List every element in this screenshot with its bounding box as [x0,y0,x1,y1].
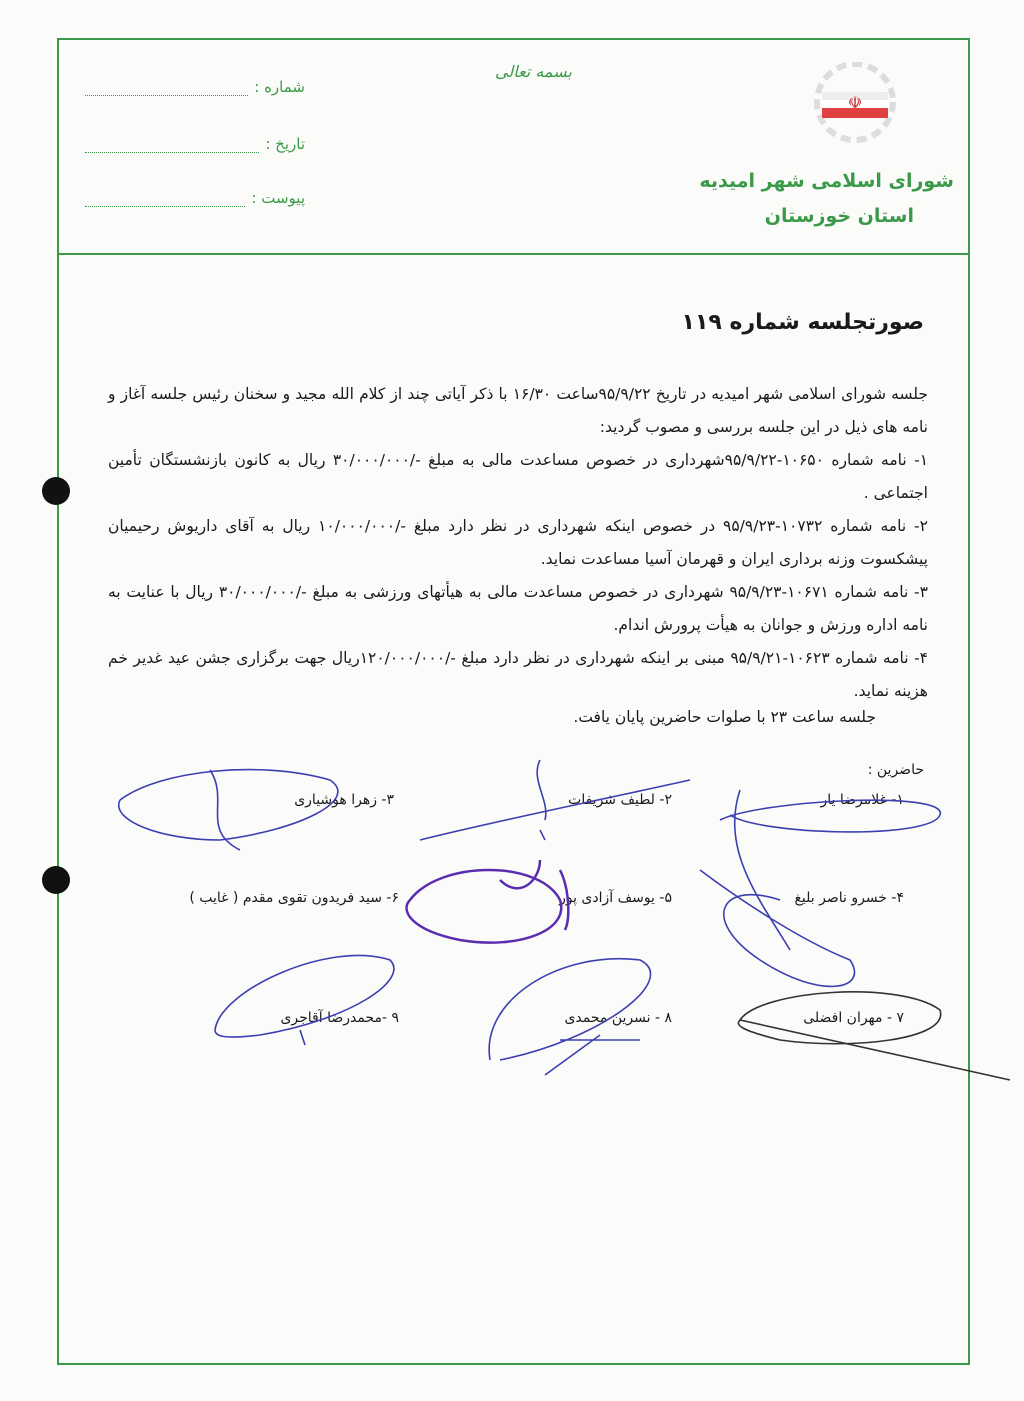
signature-5 [407,860,569,943]
punch-hole [42,477,70,505]
attendee: ۲- لطیف شریفات [568,792,672,808]
attendee: ۹ -محمدرضا آقاجری [280,1010,399,1026]
attendee: ۶- سید فریدون تقوی مقدم ( غایب ) [189,890,399,906]
item-3: ۳- نامه شماره ۱۰۶۷۱-۹۵/۹/۲۳ شهرداری در خصوص مساعدت مالی به هیأتهای ورزشی به مبلغ -/۳۰/۰۰۰/۰۰۰ ریال با عنایت به نامه اداره ورزش و جوانان به هیأت پرورش اندام. [108,583,928,634]
signature-9 [215,955,394,1045]
signature-1 [720,790,940,950]
attendee: ۴- خسرو ناصر بلیغ [794,890,904,906]
attendee: ۸ - نسرین محمدی [564,1010,672,1026]
signature-7 [738,992,1010,1080]
attendee: ۱- غلامرضا یار [820,792,904,808]
signature-3 [119,770,338,850]
attendee: ۳- زهرا هوشیاری [294,792,394,808]
signature-2 [420,760,690,840]
date-label: تاریخ : [265,135,305,153]
intro-paragraph: جلسه شورای اسلامی شهر امیدیه در تاریخ ۹۵/۹/۲۲ساعت ۱۶/۳۰ با ذکر آیاتی چند از کلام الله مجید و سخنان رئیس جلسه آغاز و نامه های ذیل در این جلسه بررسی و مصوب گردید: [108,385,928,436]
attachment-label: پیوست : [251,189,305,207]
document-title: صورتجلسه شماره ۱۱۹ [681,310,924,335]
attendees-label: حاضرین : [867,762,924,778]
attendee: ۵- یوسف آزادی پور [559,890,672,906]
closing-line: جلسه ساعت ۲۳ با صلوات حاضرین پایان یافت. [573,708,876,726]
punch-hole [42,866,70,894]
item-2: ۲- نامه شماره ۱۰۷۳۲-۹۵/۹/۲۳ در خصوص اینکه شهرداری در نظر دارد مبلغ -/۱۰/۰۰۰/۰۰۰ ریال به آقای داریوش رحیمیان پیشکسوت وزنه برداری ایران و قهرمان آسیا مساعدت نماید. [108,517,928,568]
signature-8 [489,959,650,1075]
attendee: ۷ - مهران افضلی [803,1010,904,1026]
province: استان خوزستان [764,205,914,227]
motto: بسمه تعالی [495,62,572,81]
number-label: شماره : [254,78,305,96]
org-name: شورای اسلامی شهر امیدیه [699,170,954,192]
item-4: ۴- نامه شماره ۱۰۶۲۳-۹۵/۹/۲۱ مبنی بر اینکه شهرداری در نظر دارد مبلغ -/۱۲۰/۰۰۰/۰۰۰ریال جهت برگزاری جشن عید غدیر خم هزینه نماید. [108,649,928,700]
svg-text:☫: ☫ [847,93,863,112]
item-1: ۱- نامه شماره ۱۰۶۵۰-۹۵/۹/۲۲شهرداری در خصوص مساعدت مالی به مبلغ -/۳۰/۰۰۰/۰۰۰ ریال به کانون بازنشستگان تأمین اجتماعی . [108,451,929,502]
